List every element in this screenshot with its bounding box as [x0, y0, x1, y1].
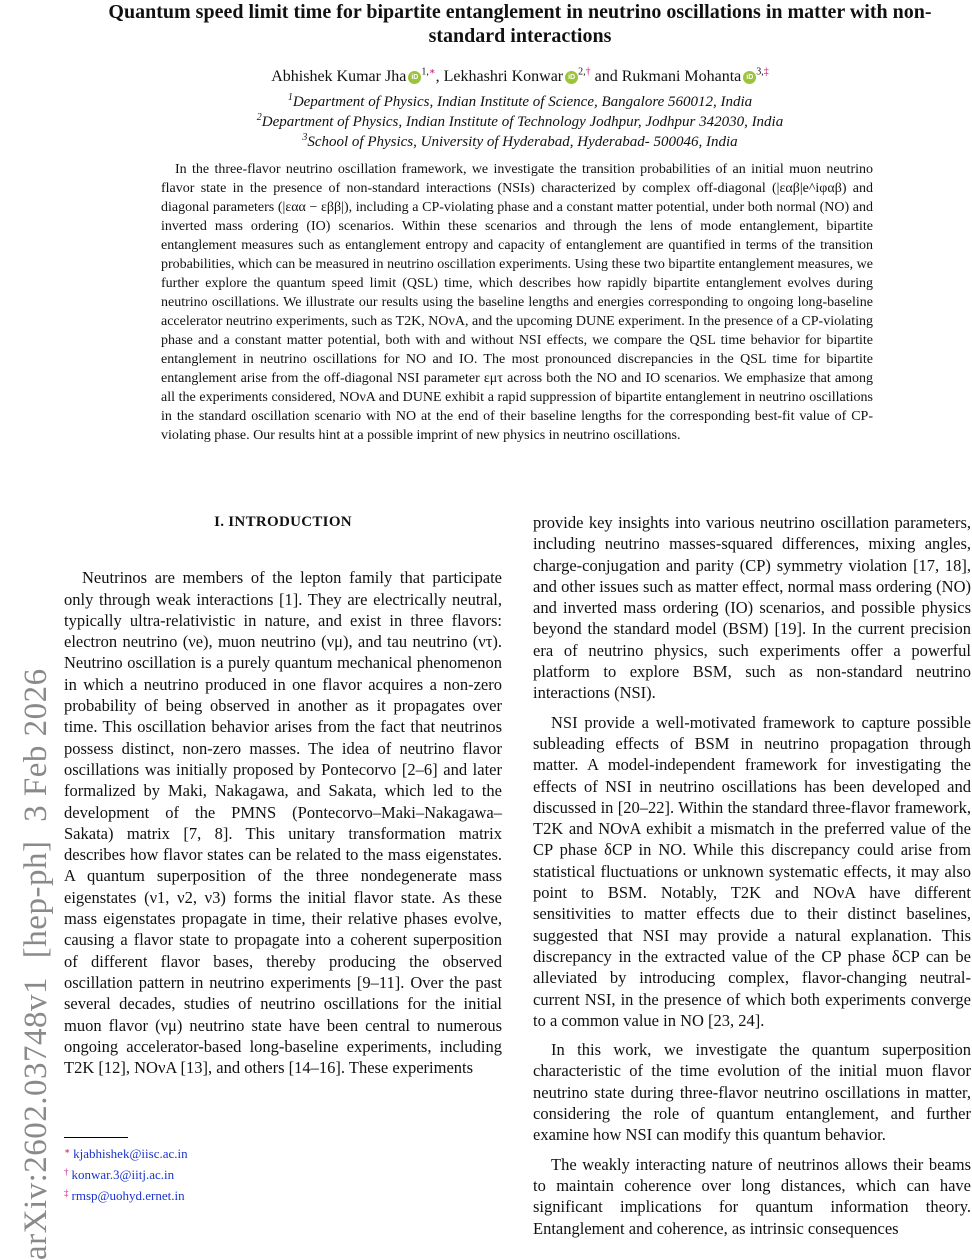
affiliation-list — [80, 92, 960, 152]
section-heading: I. INTRODUCTION — [214, 514, 352, 530]
author-name: Rukmani Mohanta — [621, 68, 742, 85]
footnote — [64, 1142, 188, 1163]
orcid-icon[interactable]: iD — [408, 71, 421, 84]
author-affil-ref: 1, — [421, 66, 429, 78]
footnote-mark: † — [64, 1167, 69, 1177]
paragraph: provide key insights into various neutrino oscillation parameters, including neutrino masses-squared differences, mixing angles, charge-conjugation and parity (CP) symmetry violation [17, 18], and other issues such as matter effect, normal mass ordering (NO) and inverted mass ordering (IO) scenarios, and possible physics beyond the standard model (BSM) [19]. In the current precision era of neutrino physics, such experiments offer a powerful platform to explore BSM, such as non-standard neutrino interactions (NSI). — [533, 513, 971, 703]
paragraph: Neutrinos are members of the lepton family that participate only through weak interactions [1]. They are electrically neutral, typically ultra-relativistic in nature, and exist in three flavors: electron neutrino (νe), muon neutrino (νμ), and tau neutrino (ντ). Neutrino oscillation is a purely quantum mechanical phenomenon in which a neutrino produced in one flavor acquires a non-zero probability of being observed in another as it propagates over time. This oscillation behavior arises from the fact that neutrinos possess distinct, non-zero masses. The idea of neutrino flavor oscillations was initially proposed by Pontecorvo [2–6] and later formalized by Maki, Nakagawa, and Sakata, which led to the development of the PMNS (Pontecorvo–Maki–Nakagawa–Sakata) matrix [7, 8]. This unitary transformation matrix describes how flavor states can be related to the mass eigenstates. A quantum superposition of the three nondegenerate mass eigenstates (ν1, ν2, ν3) forms the initial flavor state. As these mass eigenstates propagate in time, their relative phases evolve, causing a flavor state to propagate into a coherent superposition of different flavor bases, thereby producing the observed oscillation pattern in neutrino experiments [9–11]. Over the past several decades, studies of neutrino oscillations for the initial muon flavor (νμ) neutrino state have been central to numerous ongoing accelerator-based long-baseline experiments, including T2K [12], NOνA [13], and others [14–16]. These experiments — [64, 568, 502, 1078]
author-footnote-mark[interactable]: ‡ — [763, 66, 769, 78]
affiliation: $^3$School of Physics, University of Hyderabad, Hyderabad- 500046, India — [302, 132, 738, 150]
email-link[interactable]: kjabhishek@iisc.ac.in — [73, 1146, 188, 1161]
author-footnote-mark[interactable]: † — [585, 66, 591, 78]
abstract — [161, 160, 873, 445]
footnote-mark: ‡ — [64, 1188, 69, 1198]
orcid-icon[interactable]: iD — [565, 71, 578, 84]
arxiv-category: [hep-ph] — [18, 840, 54, 959]
author-name: Abhishek Kumar Jha — [271, 68, 407, 85]
orcid-icon[interactable]: iD — [743, 71, 756, 84]
paper-title: Quantum speed limit time for bipartite entanglement in neutrino oscillations in matter with non-standard interactions — [108, 1, 932, 47]
footnotes — [64, 1142, 188, 1205]
right-column — [533, 512, 971, 1247]
author-affil-ref: 2, — [578, 66, 586, 78]
paragraph: In this work, we investigate the quantum superposition characteristic of the time evolution of the initial muon flavor neutrino state during three-flavor neutrino oscillations in matter, considering the role of quantum entanglement, and further examine how NSI can modify this quantum behavior. — [533, 1040, 971, 1145]
affiliation: $^2$Department of Physics, Indian Institute of Technology Jodhpur, Jodhpur 342030, India — [256, 112, 784, 130]
footnote-mark: ∗ — [64, 1146, 71, 1156]
footnote — [64, 1163, 188, 1184]
email-link[interactable]: rmsp@uohyd.ernet.in — [71, 1188, 185, 1203]
author-footnote-mark[interactable]: ∗ — [428, 66, 436, 78]
author-name: Lekhashri Konwar — [443, 68, 564, 85]
arxiv-id: arXiv:2602.03748v1 — [18, 976, 54, 1260]
email-link[interactable]: konwar.3@iitj.ac.in — [71, 1167, 175, 1182]
arxiv-identifier — [18, 260, 55, 1260]
paragraph: The weakly interacting nature of neutrinos allows their beams to maintain coherence over long distances, which can have significant implications for quantum information theory. Entanglement and coherence, as intrinsic consequences — [533, 1154, 971, 1238]
footnote — [64, 1184, 188, 1205]
abstract-text: In the three-flavor neutrino oscillation framework, we investigate the transition probabilities of an initial muon neutrino flavor state in the presence of non-standard interactions (NSIs) characterized by complex off-diagonal (|εαβ|e^iφαβ) and diagonal parameters (|εαα − εββ|), including a CP-violating phase and a constant matter potential, under both normal (NO) and inverted mass ordering (IO) scenarios. Within these scenarios and through the lens of mode entanglement, bipartite entanglement measures such as entanglement entropy and capacity of entanglement are quantified in terms of the transition probabilities, which can be measured in neutrino oscillation experiments. Using these two bipartite entanglement measures, we further explore the quantum speed limit (QSL) time, which describes how rapidly bipartite entanglement evolves during neutrino oscillations. We illustrate our results using the baseline lengths and energies corresponding to ongoing long-baseline accelerator neutrino experiments, such as T2K, NOνA, and the upcoming DUNE experiment. In the presence of a CP-violating phase and a constant matter potential, both with and without NSI effects, we compare the QSL time behavior for bipartite entanglement in neutrino oscillations for NO and IO. The most pronounced discrepancies in the QSL time for bipartite entanglement arise from the off-diagonal NSI parameter εμτ across both the NO and IO scenarios. We emphasize that among all the experiments considered, NOνA and DUNE exhibit a rapid suppression of bipartite entanglement in neutrino oscillations in the standard oscillation scenario with NO at the end of their baseline lengths for the corresponding best-fit value of CP-violating phase. Our results hint at a possible imprint of new physics in neutrino oscillations. — [161, 162, 873, 443]
affiliation: $^1$Department of Physics, Indian Institute of Science, Bangalore 560012, India — [287, 92, 753, 110]
left-column — [64, 512, 502, 1086]
footnote-divider — [64, 1137, 128, 1138]
paragraph: NSI provide a well-motivated framework to capture possible subleading effects of BSM in neutrino propagation through matter. A model-independent framework for investigating the effects of NSI in neutrino oscillations has been developed and discussed in [20–22]. Within the standard three-flavor framework, T2K and NOνA exhibit a mismatch in the preferred value of the CP phase δCP in NO. While this discrepancy could arise from statistical fluctuations or unknown systematic effects, it may also point to BSM. Notably, T2K and NOνA have different sensitivities to matter effects due to their distinct baselines, suggested that NSI may provide a natural explanation. This discrepancy in the extracted value of the CP phase δCP can be alleviated by introducing complex, flavor-changing neutral-current NSI, in the presence of which both experiments converge to a common value in NO [23, 24]. — [533, 712, 971, 1030]
author-separator: , — [435, 68, 444, 85]
arxiv-date: 3 Feb 2026 — [18, 668, 54, 822]
author-separator: and — [590, 68, 622, 85]
author-list — [80, 66, 960, 88]
author-affil-ref: 3, — [756, 66, 764, 78]
